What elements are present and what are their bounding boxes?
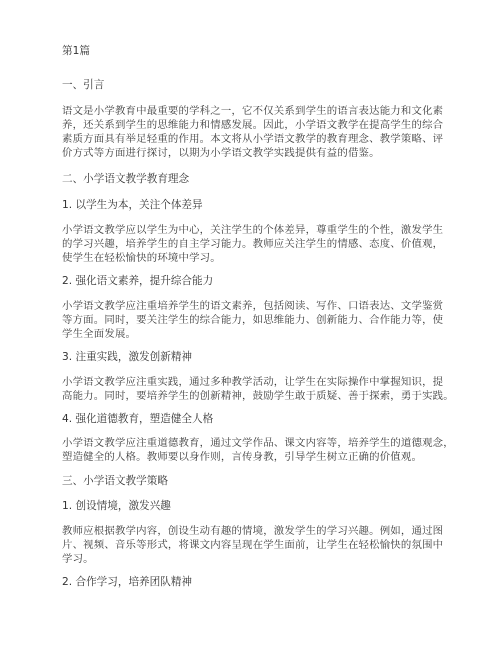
paragraph-line: 小学语文教学应注重实践，通过多种教学活动，让学生在实际操作中掌握知识，提 — [62, 376, 444, 388]
paragraph-line: 学习。 — [62, 553, 94, 565]
paragraph-line: 等方面。同时，要关注学生的综合能力，如思维能力、创新能力、合作能力等，使 — [62, 314, 444, 326]
paragraph-line: 价方式等方面进行探讨，以期为小学语文教学实践提供有益的借鉴。 — [62, 147, 380, 159]
paragraph-line: 使学生在轻松愉快的环境中学习。 — [62, 252, 221, 264]
paragraph-line: 片、视频、音乐等形式，将课文内容呈现在学生面前，让学生在轻松愉快的氛围中 — [62, 539, 444, 551]
subheading-3: 3. 注重实践，激发创新精神 — [62, 351, 193, 363]
subheading-strategy-2: 2. 合作学习，培养团队精神 — [62, 576, 193, 588]
paragraph-line: 小学语文教学应注重道德教育，通过文学作品、课文内容等，培养学生的道德观念， — [62, 437, 454, 449]
subheading-2: 2. 强化语文素养，提升综合能力 — [62, 275, 214, 287]
subheading-4: 4. 强化道德教育，塑造健全人格 — [62, 413, 214, 425]
subheading-1: 1. 以学生为本，关注个体差异 — [62, 199, 203, 211]
paragraph-2 — [62, 299, 443, 341]
paragraph-line: 小学语文教学应以学生为中心，关注学生的个体差异，尊重学生的个性，激发学生 — [62, 224, 444, 236]
paragraph-line: 素质方面具有举足轻重的作用。本文将从小学语文教学的教育理念、教学策略、评 — [62, 133, 444, 145]
paragraph-strategy-1 — [62, 524, 443, 566]
paragraph-line: 养，还关系到学生的思维能力和情感发展。因此，小学语文教学在提高学生的综合 — [62, 119, 444, 131]
paragraph-3 — [62, 375, 454, 403]
paragraph-line: 学生全面发展。 — [62, 328, 137, 340]
paragraph-line: 语文是小学教育中最重要的学科之一，它不仅关系到学生的语言表达能力和文化素 — [62, 105, 444, 117]
paragraph-1 — [62, 223, 443, 265]
section-heading-strategy: 三、小学语文教学策略 — [62, 475, 168, 487]
paragraph-line: 小学语文教学应注重培养学生的语文素养，包括阅读、写作、口语表达、文学鉴赏 — [62, 300, 444, 312]
paragraph-line: 高能力。同时，要培养学生的创新精神，鼓励学生敢于质疑、善于探索，勇于实践。 — [62, 390, 454, 402]
paragraph-4 — [62, 436, 454, 464]
paragraph-line: 的学习兴趣，培养学生的自主学习能力。教师应关注学生的情感、态度、价值观， — [62, 238, 444, 250]
section-heading-philosophy: 二、小学语文教学教育理念 — [62, 173, 190, 185]
paragraph-intro — [62, 104, 443, 160]
paragraph-line: 塑造健全的人格。教师要以身作则，言传身教，引导学生树立正确的价值观。 — [62, 451, 423, 463]
page-label: 第1篇 — [62, 45, 90, 57]
section-heading-intro: 一、引言 — [62, 79, 105, 91]
paragraph-line: 教师应根据教学内容，创设生动有趣的情境，激发学生的学习兴趣。例如，通过图 — [62, 525, 444, 537]
subheading-strategy-1: 1. 创设情境，激发兴趣 — [62, 500, 171, 512]
